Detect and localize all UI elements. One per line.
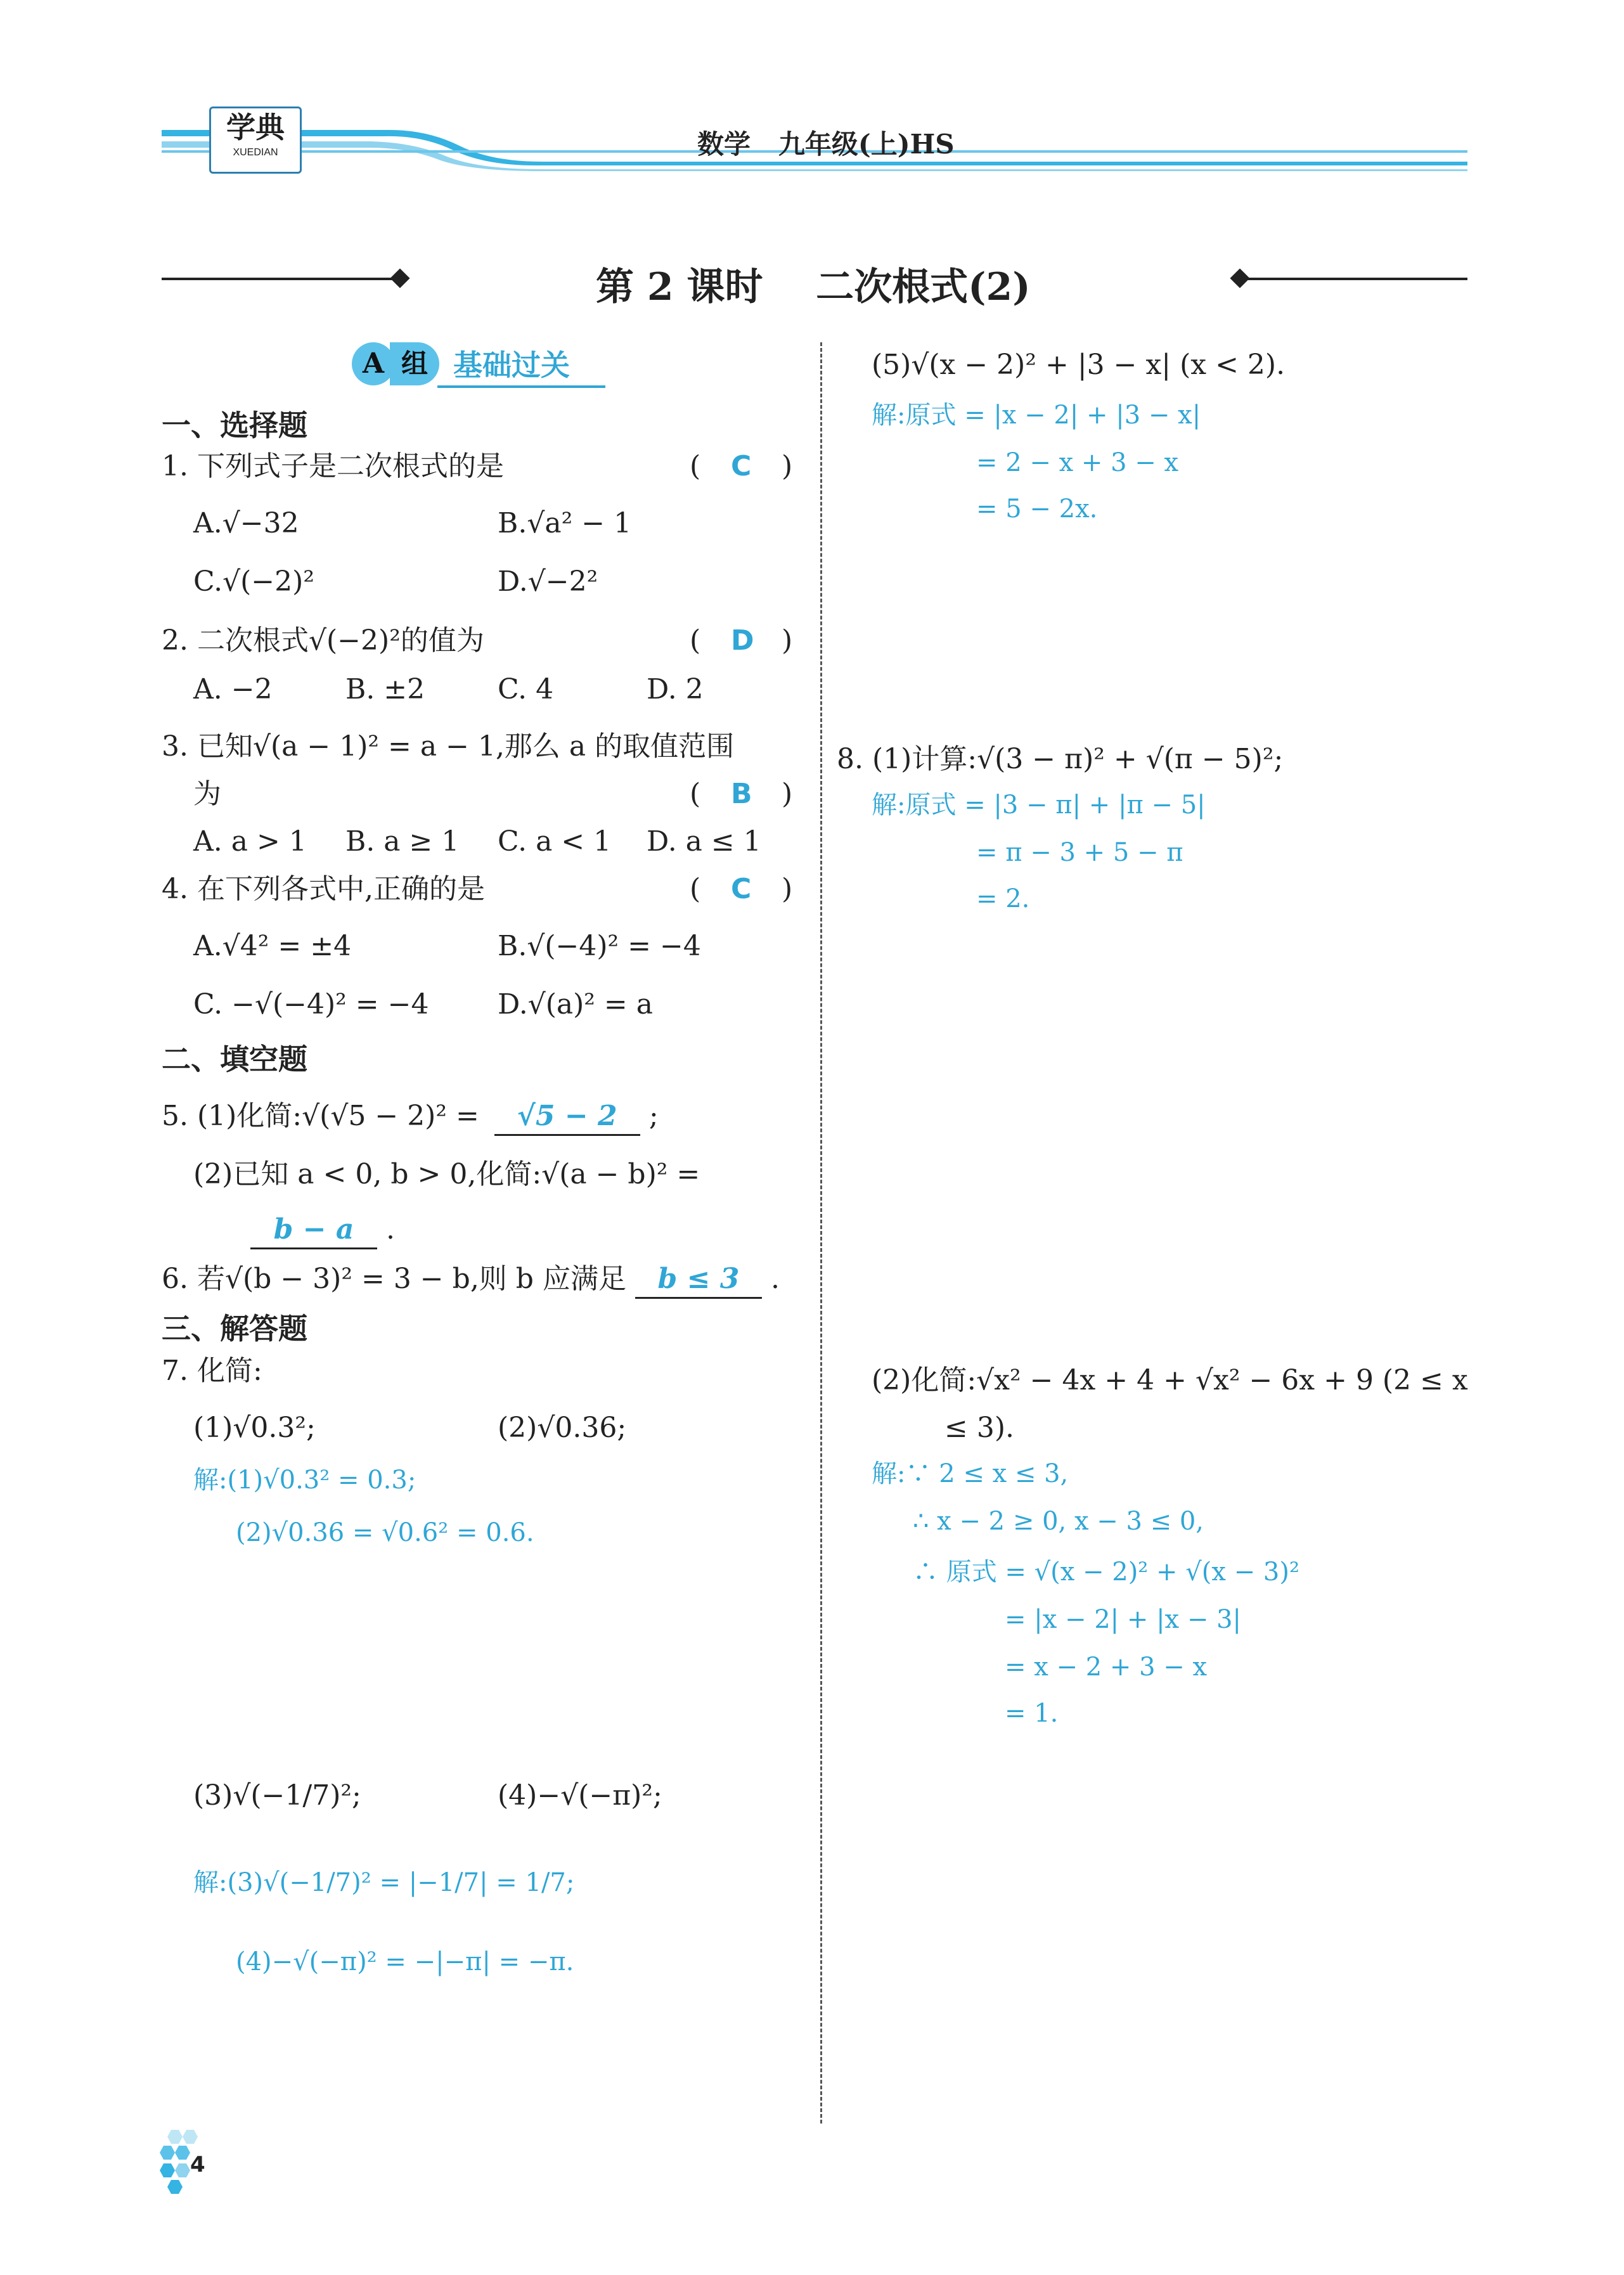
q5-part2-answer: b − a: [250, 1212, 377, 1249]
q4-option-c: C. −√(−4)² = −4: [193, 988, 429, 1021]
q7-solution4: (4)−√(−π)² = −|−π| = −π.: [236, 1947, 574, 1976]
page-title: 第 2 课时 二次根式(2): [596, 265, 1031, 309]
q3-stem-line1: 3. 已知√(a − 1)² = a − 1,那么 a 的取值范围: [162, 730, 735, 763]
q3-option-d: D. a ≤ 1: [647, 825, 761, 858]
q7-solution3: 解:(3)√(−1/7)² = |−1/7| = 1/7;: [193, 1868, 575, 1897]
q8-part2-solution1: 解:∵ 2 ≤ x ≤ 3,: [872, 1459, 1069, 1488]
q1-option-c: C.√(−2)²: [193, 565, 314, 598]
group-badge: [352, 341, 441, 387]
q7-solution1: 解:(1)√0.3² = 0.3;: [193, 1466, 416, 1495]
q3-stem-line2: 为: [193, 778, 221, 810]
q6-answer: b ≤ 3: [635, 1261, 762, 1299]
q8-part2-solution6: = 1.: [1005, 1699, 1059, 1728]
q5-part1-answer: √5 − 2: [494, 1099, 640, 1136]
q4-stem: 4. 在下列各式中,正确的是: [162, 873, 485, 905]
section-choice: 一、选择题: [162, 408, 307, 442]
q5-part2-text: (2)已知 a < 0, b > 0,化简:√(a − b)² =: [193, 1158, 700, 1190]
q4-option-b: B.√(−4)² = −4: [498, 930, 701, 962]
logo-english: XUEDIAN: [233, 147, 278, 158]
q2-option-c: C. 4: [498, 673, 554, 706]
section-fill: 二、填空题: [162, 1042, 307, 1076]
q5-part1-end: ;: [648, 1100, 659, 1132]
group-badge-letter: A: [362, 347, 385, 380]
q8-solution3: = 2.: [976, 884, 1030, 913]
q8-part2-solution3: ∴ 原式 = √(x − 2)² + √(x − 3)²: [913, 1557, 1299, 1587]
header-subject: 数学 九年级(上)HS: [697, 129, 955, 160]
q6-text: 6. 若√(b − 3)² = 3 − b,则 b 应满足: [162, 1263, 626, 1295]
q7-part5-solution1: 解:原式 = |x − 2| + |3 − x|: [872, 401, 1201, 430]
q8-part2-line2: ≤ 3).: [944, 1412, 1014, 1444]
q8-solution1: 解:原式 = |3 − π| + |π − 5|: [872, 790, 1206, 820]
group-label: 基础过关: [453, 348, 570, 382]
title-left-rule: [162, 278, 403, 280]
q1-answer: C: [731, 450, 752, 482]
q7-part2: (2)√0.36;: [498, 1412, 627, 1444]
q1-stem: 1. 下列式子是二次根式的是: [162, 450, 504, 482]
title-right-rule: [1242, 278, 1467, 280]
q2-option-b: B. ±2: [345, 673, 425, 706]
q3-option-a: A. a > 1: [193, 825, 307, 858]
q7-part3: (3)√(−1/7)²;: [193, 1779, 361, 1812]
q3-option-c: C. a < 1: [498, 825, 612, 858]
q7-part5: (5)√(x − 2)² + |3 − x| (x < 2).: [872, 349, 1286, 381]
logo-box: [209, 106, 302, 174]
title-left-diamond: [390, 268, 409, 288]
q3-answer: B: [731, 778, 752, 810]
page-number: 4: [190, 2152, 205, 2177]
q4-option-d: D.√(a)² = a: [498, 988, 654, 1021]
q8-part2-solution4: = |x − 2| + |x − 3|: [1005, 1605, 1241, 1634]
q4-option-a: A.√4² = ±4: [193, 930, 352, 962]
q5-part1-text: 5. (1)化简:√(√5 − 2)² =: [162, 1100, 479, 1132]
q8-part1: 8. (1)计算:√(3 − π)² + √(π − 5)²;: [837, 743, 1284, 775]
q7-part5-solution2: = 2 − x + 3 − x: [976, 448, 1179, 477]
section-solve: 三、解答题: [162, 1312, 307, 1346]
q8-part2-solution5: = x − 2 + 3 − x: [1005, 1653, 1208, 1682]
q2-answer: D: [731, 624, 754, 657]
q5-part1: [162, 1099, 659, 1136]
q7-part4: (4)−√(−π)²;: [498, 1779, 662, 1812]
q3-option-b: B. a ≥ 1: [345, 825, 460, 858]
q1-option-b: B.√a² − 1: [498, 507, 632, 539]
q8-part2-solution2: ∴ x − 2 ≥ 0, x − 3 ≤ 0,: [913, 1507, 1204, 1536]
q2-option-a: A. −2: [193, 673, 273, 706]
q7-part5-solution3: = 5 − 2x.: [976, 494, 1098, 524]
group-badge-suffix: 组: [390, 342, 439, 385]
q8-solution2: = π − 3 + 5 − π: [976, 838, 1183, 867]
q7-solution2: (2)√0.36 = √0.6² = 0.6.: [236, 1518, 534, 1547]
column-divider: [820, 342, 822, 2124]
q8-part2-line1: (2)化简:√x² − 4x + 4 + √x² − 6x + 9 (2 ≤ x: [872, 1364, 1468, 1396]
group-underline: [437, 385, 605, 388]
q1-option-d: D.√−2²: [498, 565, 598, 598]
q6-end: .: [770, 1263, 780, 1295]
q2-stem: 2. 二次根式√(−2)²的值为: [162, 624, 484, 657]
q7-stem: 7. 化简:: [162, 1355, 262, 1387]
q5-part2-answer-line: [250, 1212, 395, 1249]
q5-part2-end: .: [386, 1213, 395, 1246]
q6: [162, 1261, 780, 1299]
q7-part1: (1)√0.3²;: [193, 1412, 316, 1444]
q2-option-d: D. 2: [647, 673, 704, 706]
group-badge-circle: [352, 342, 395, 385]
q4-answer: C: [731, 873, 752, 905]
q1-option-a: A.√−32: [193, 507, 299, 539]
logo-chinese: 学典: [226, 110, 285, 145]
